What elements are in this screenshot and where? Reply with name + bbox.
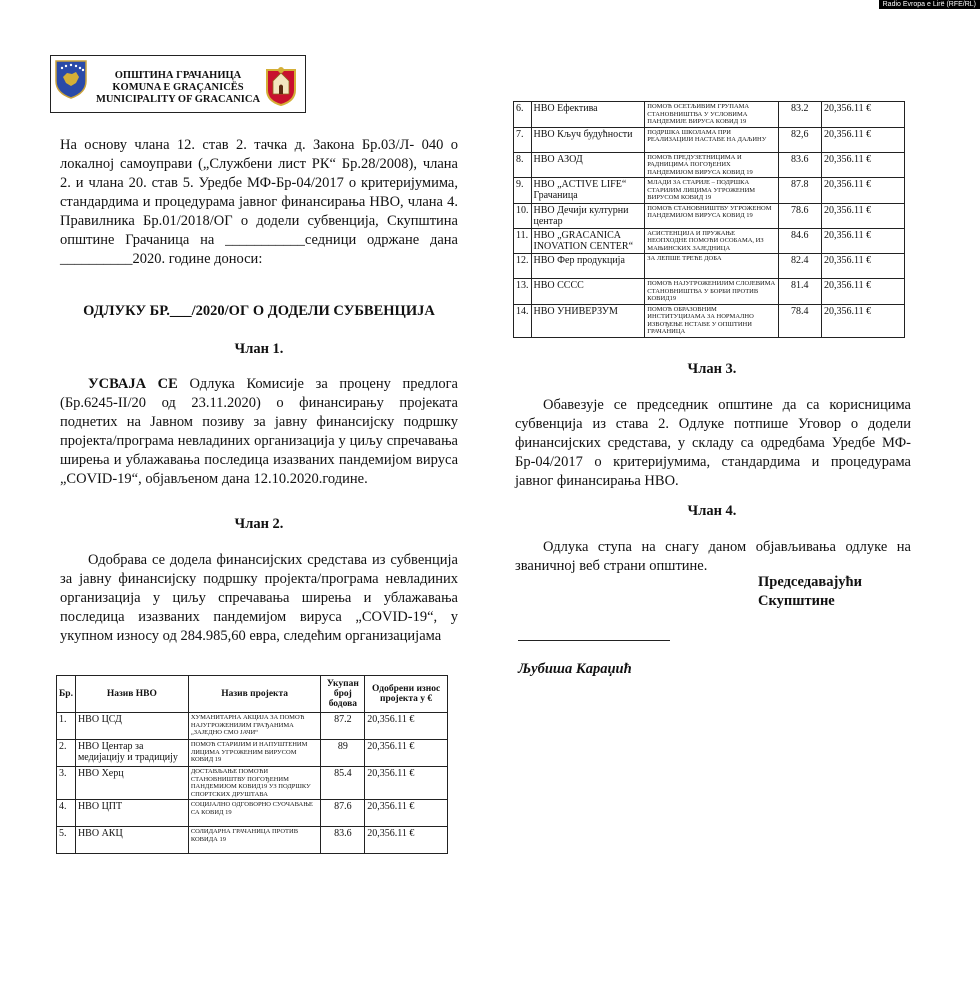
signature-line [518, 640, 670, 641]
article-4-text: Одлука ступа на снагу даном објављивања одлуке на званичној веб страни општине. [515, 539, 911, 574]
row-points: 87.6 [321, 800, 365, 827]
row-no: 8. [514, 152, 532, 178]
table-row [514, 304, 905, 337]
row-points: 83.6 [778, 152, 821, 178]
table-row [514, 178, 905, 204]
row-org: НВО „ACTIVE LIFE“ Грачаница [531, 178, 645, 204]
row-org: НВО Фер продукција [531, 254, 645, 279]
row-points: 83.6 [321, 827, 365, 854]
col-header-project: Назив пројекта [188, 676, 321, 713]
row-amount: 20,356.11 € [821, 279, 904, 305]
table-row [514, 102, 905, 128]
row-project: ПОМОЋ ОСЕТЉИВИМ ГРУПАМА СТАНОВНИШТВА У УСЛОВИМА ПАНДЕМИЈЕ ВИРУСА КОВИД 19 [645, 102, 778, 128]
row-amount: 20,356.11 € [365, 740, 448, 767]
article-1-title: Члан 1. [234, 341, 284, 357]
col-header-amount: Одобрени износ пројекта у € [365, 676, 448, 713]
row-org: НВО Центар за медијацију и традицију [75, 740, 188, 767]
gracanica-emblem-icon [263, 64, 299, 106]
row-points: 84.6 [778, 228, 821, 254]
header-line-english: MUNICIPALITY OF GRACANICA [95, 94, 261, 105]
row-project: ПОМОЋ НАЈУГРОЖЕНИЈИМ СЛОЈЕВИМА СТАНОВНИШТВА У БОРБИ ПРОТИВ КОВИД19 [645, 279, 778, 305]
row-points: 87.2 [321, 713, 365, 740]
row-points: 82,6 [778, 127, 821, 152]
row-project: СОЦИЈАЛНО ОДГОВОРНО СУОЧАВАЊЕ СА КОВИД 19 [188, 800, 321, 827]
row-project: МЛАДИ ЗА СТАРИЈЕ – ПОДРШКА СТАРИЈИМ ЛИЦИМА УГРОЖЕНИМ ВИРУСОМ КОВИД 19 [645, 178, 778, 204]
row-amount: 20,356.11 € [365, 800, 448, 827]
article-2-title: Члан 2. [234, 516, 284, 532]
row-org: НВО АЗОД [531, 152, 645, 178]
header-line-serbian: ОПШТИНА ГРАЧАНИЦА [114, 70, 242, 81]
row-org: НВО ЦПТ [75, 800, 188, 827]
row-org: НВО ЦСД [75, 713, 188, 740]
col-header-no: Бр. [57, 676, 76, 713]
table-row [514, 127, 905, 152]
row-project: ДОСТАВЉАЊЕ ПОМОЋИ СТАНОВНИШТВУ ПОГОЂЕНИМ ПАНДЕМИЈОМ КОВИД19 УЗ ПОДРШКУ СПОРТСКИХ ДРУШТАВА [188, 767, 321, 800]
row-project: ЗА ЛЕПШЕ ТРЕЋЕ ДОБА [645, 254, 778, 279]
row-amount: 20,356.11 € [821, 203, 904, 228]
row-amount: 20,356.11 € [821, 228, 904, 254]
row-project: ПОМОЋ ПРЕДУЗЕТНИЦИМА И РАДНИЦИМА ПОГОЂЕНИХ ПАНДЕМИЈОМ ВИРУСА КОВИД 19 [645, 152, 778, 178]
table-row [57, 800, 448, 827]
row-points: 81.4 [778, 279, 821, 305]
signature-role-2: Скупштине [758, 593, 835, 609]
row-org: НВО „GRACANICA INOVATION CENTER“ [531, 228, 645, 254]
row-no: 4. [57, 800, 76, 827]
row-amount: 20,356.11 € [365, 713, 448, 740]
row-no: 9. [514, 178, 532, 204]
row-project: ПОМОЋ ОБРАЗОВНИМ ИНСТИТУЦИЈАМА ЗА НОРМАЛНО ИЗВОЂЕЊЕ НСТАВЕ У ОПШТИНИ ГРАЧАНИЦА [645, 304, 778, 337]
header-line-albanian: KOMUNA E GRAÇANICËS [112, 82, 244, 93]
row-no: 7. [514, 127, 532, 152]
col-header-points: Укупан број бодова [321, 676, 365, 713]
row-project: ПОМОЋ СТАНОВНИШТВУ УГРОЖЕНОМ ПАНДЕМИЈОМ ВИРУСА КОВИД 19 [645, 203, 778, 228]
municipality-header [50, 55, 306, 113]
row-no: 1. [57, 713, 76, 740]
row-amount: 20,356.11 € [821, 152, 904, 178]
row-no: 14. [514, 304, 532, 337]
article-3-title: Члан 3. [687, 361, 737, 377]
row-points: 78.4 [778, 304, 821, 337]
row-amount: 20,356.11 € [365, 767, 448, 800]
row-points: 83.2 [778, 102, 821, 128]
kosovo-coat-of-arms-icon [54, 59, 88, 99]
row-no: 5. [57, 827, 76, 854]
table-row [514, 228, 905, 254]
row-no: 11. [514, 228, 532, 254]
row-no: 6. [514, 102, 532, 128]
table-row [57, 713, 448, 740]
article-1-text [60, 375, 458, 489]
watermark-label: Radio Evropa e Lirë (RFE/RL) [879, 0, 980, 9]
table-row [57, 767, 448, 800]
row-org: НВО Дечији културни центар [531, 203, 645, 228]
grants-table-part-2 [513, 101, 905, 338]
table-header-row [57, 676, 448, 713]
row-org: НВО УНИВЕРЗУМ [531, 304, 645, 337]
article-4-title: Члан 4. [687, 503, 737, 519]
row-points: 87.8 [778, 178, 821, 204]
row-project: ХУМАНИТАРНА АКЦИЈА ЗА ПОМОЋ НАЈУГРОЖЕНИЈИМ ГРАЂАНИМА „ЗАЈЕДНО СМО ЈАЧИ“ [188, 713, 321, 740]
row-no: 2. [57, 740, 76, 767]
signature-role-1: Председавајући [758, 574, 862, 590]
row-points: 85.4 [321, 767, 365, 800]
row-no: 3. [57, 767, 76, 800]
row-project: СОЛИДАРНА ГРАЧАНИЦА ПРОТИВ КОВИДА 19 [188, 827, 321, 854]
row-no: 13. [514, 279, 532, 305]
row-amount: 20,356.11 € [821, 254, 904, 279]
row-project: ПОМОЋ СТАРИЈИМ И НАПУШТЕНИМ ЛИЦИМА УГРОЖЕНИМ ВИРУСОМ КОВИД 19 [188, 740, 321, 767]
row-points: 82.4 [778, 254, 821, 279]
table-row [514, 279, 905, 305]
row-org: НВО СССС [531, 279, 645, 305]
row-org: НВО Херц [75, 767, 188, 800]
table-row [514, 152, 905, 178]
row-project: АСИСТЕНЦИЈА И ПРУЖАЊЕ НЕОПХОДНЕ ПОМОЋИ ОСОБАМА, ИЗ МАЊИНСКИХ ЗАЈЕДНИЦА [645, 228, 778, 254]
table-row [57, 740, 448, 767]
table-row [514, 254, 905, 279]
row-org: НВО Ефектива [531, 102, 645, 128]
row-project: ПОДРШКА ШКОЛАМА ПРИ РЕАЛИЗАЦИЈИ НАСТАВЕ НА ДАЉИНУ [645, 127, 778, 152]
table-row [57, 827, 448, 854]
row-amount: 20,356.11 € [821, 178, 904, 204]
row-no: 12. [514, 254, 532, 279]
col-header-org: Назив НВО [75, 676, 188, 713]
article-2-text: Одобрава се додела финансијских средстава из субвенција за јавну финансијску подршку пројекта/програма невладиних организација у циљу спречавања ширења и ублажавања последица изазваних пандемијом вируса „COVID-19“, у укупном износу од 284.985,60 евра, следећим организацијама [60, 552, 458, 644]
row-amount: 20,356.11 € [365, 827, 448, 854]
row-amount: 20,356.11 € [821, 127, 904, 152]
row-amount: 20,356.11 € [821, 304, 904, 337]
header-title [93, 70, 263, 106]
article-1-body: Одлука Комисије за процену предлога (Бр.6245-II/20 од 23.11.2020) о финансирању пројеката поднетих на Јавном позиву за јавну финансијску подршку пројекта/програма невладиних организација у циљу спречавања ширења и ублажавања последица изазваних пандемијом вируса „COVID-19“, објављеном дана 12.10.2020.године. [60, 376, 458, 487]
row-amount: 20,356.11 € [821, 102, 904, 128]
intro-paragraph: На основу члана 12. став 2. тачка д. Закона Бр.03/Л- 040 о локалној самоуправи („Службени лист РК“ Бр.28/2008), члана 2. и члана 20. став 5. Уредбе МФ-Бр-04/2017 о критеријумима, стандардима и процедурама јавног финансирања НВО, члана 4. Правилника Бр.01/2018/ОГ о додели субвенција, Скупштина општине Грачаница на ___________седници одржане дана __________2020. године доноси: [60, 137, 458, 267]
decision-title: ОДЛУКУ БР.___/2020/ОГ О ДОДЕЛИ СУБВЕНЦИЈА [83, 303, 435, 319]
table-row [514, 203, 905, 228]
row-points: 89 [321, 740, 365, 767]
article-3-text: Обавезује се председник општине да са корисницима субвенција из става 2. Одлуке потпише Уговор о додели финансијских средстава, у складу са одредбама Уредбе МФ-Бр-04/2017 о критеријумима, стандардима и процедурама јавног финансирања НВО. [515, 397, 911, 489]
row-org: НВО АКЦ [75, 827, 188, 854]
article-1-lead: УСВАЈА СЕ [88, 376, 178, 392]
row-points: 78.6 [778, 203, 821, 228]
row-org: НВО Кључ будућности [531, 127, 645, 152]
row-no: 10. [514, 203, 532, 228]
grants-table-part-1 [56, 675, 448, 854]
signatory-name: Љубиша Караџић [518, 661, 632, 677]
